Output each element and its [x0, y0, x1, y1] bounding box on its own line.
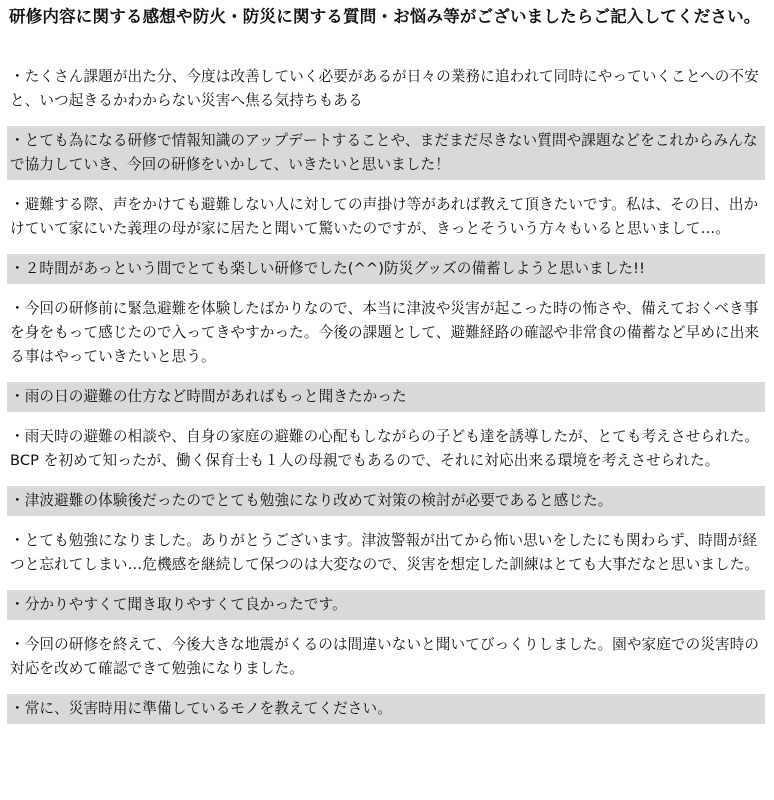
- comment-item: ・今回の研修前に緊急避難を体験したばかりなので、本当に津波や災害が起こった時の怖さや、備えておくべき事を身をもって感じたので入ってきやすかった。今後の課題として、避難経路の確認や非常食の備蓄など早めに出来る事はやっていきたいと思う。: [10, 300, 760, 365]
- comment-item: ・避難する際、声をかけても避難しない人に対しての声掛け等があれば教えて頂きたいです。私は、その日、出かけていて家にいた義理の母が家に居たと聞いて驚いたのですが、きっとそういう方々もいると思いまして…。: [10, 196, 759, 237]
- comment-item: ・今回の研修を終えて、今後大きな地震がくるのは間違いないと聞いてびっくりしました。園や家庭での災害時の対応を改めて確認できて勉強になりました。: [10, 636, 760, 677]
- comment-item: ・雨の日の避難の仕方など時間があればもっと聞きたかった: [7, 382, 765, 412]
- comment-item: ・２時間があっという間でとても楽しい研修でした(^^)防災グッズの備蓄しようと思いました!!: [7, 254, 765, 284]
- comment-list: [7, 62, 765, 734]
- comment-item: ・とても為になる研修で情報知識のアップデートすることや、まだまだ尽きない質問や課題などをこれからみんなで協力していき、今回の研修をいかして、いきたいと思いました！: [7, 126, 765, 180]
- comment-item: ・常に、災害時用に準備しているモノを教えてください。: [7, 694, 765, 724]
- comment-item: ・たくさん課題が出た分、今度は改善していく必要があるが日々の業務に追われて同時にやっていくことへの不安と、いつ起きるかわからない災害へ焦る気持ちもある: [10, 68, 759, 109]
- comment-item: ・分かりやすくて聞き取りやすくて良かったです。: [7, 590, 765, 620]
- comment-item: ・津波避難の体験後だったのでとても勉強になり改めて対策の検討が必要であると感じた。: [7, 486, 765, 516]
- comment-item: ・とても勉強になりました。ありがとうございます。津波警報が出てから怖い思いをしたにも関わらず、時間が経つと忘れてしまい…危機感を継続して保つのは大変なので、災害を想定した訓練はとても大事だなと思いました。: [10, 532, 760, 573]
- comment-item: ・雨天時の避難の相談や、自身の家庭の避難の心配もしながらの子ども達を誘導したが、とても考えさせられた。BCP を初めて知ったが、働く保育士も１人の母親でもあるので、それに対応出来る環境を考えさせられた。: [10, 428, 760, 469]
- page-title: 研修内容に関する感想や防火・防災に関する質問・お悩み等がございましたらご記入してください。: [9, 7, 761, 26]
